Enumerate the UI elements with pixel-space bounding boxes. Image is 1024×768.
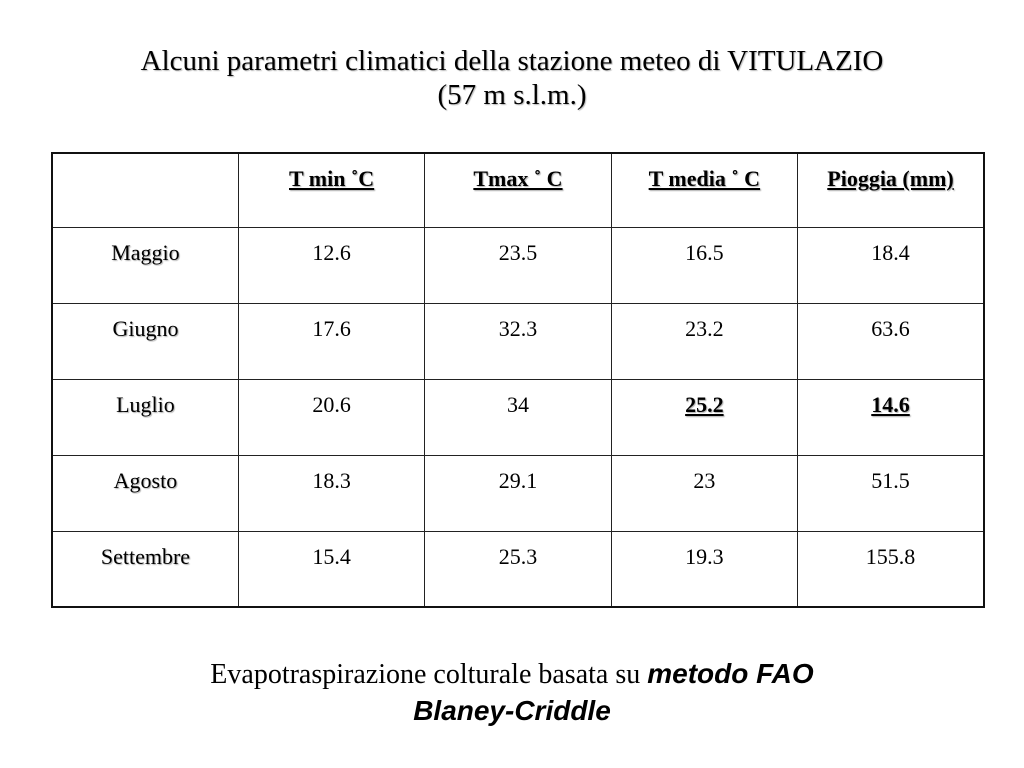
header-tmedia: T media ˚ C [611, 153, 797, 227]
table-row [52, 303, 984, 379]
row-label-agosto: Agosto [52, 455, 238, 531]
table-row [52, 531, 984, 607]
header-tmax: Tmax ˚ C [425, 153, 611, 227]
cell-tmin: 18.3 [238, 455, 424, 531]
cell-pioggia-highlight: 14.6 [798, 379, 984, 455]
row-label-luglio: Luglio [52, 379, 238, 455]
cell-tmax: 23.5 [425, 227, 611, 303]
cell-tmedia-highlight: 25.2 [611, 379, 797, 455]
header-empty-cell [52, 153, 238, 227]
cell-tmin: 17.6 [238, 303, 424, 379]
row-label-settembre: Settembre [52, 531, 238, 607]
table-row [52, 455, 984, 531]
cell-tmax: 32.3 [425, 303, 611, 379]
footer-line-1 [40, 656, 984, 693]
title-line-2: (57 m s.l.m.) [437, 79, 587, 111]
cell-tmin: 12.6 [238, 227, 424, 303]
footer-text: Evapotraspirazione colturale basata su [210, 659, 641, 690]
cell-tmedia: 23.2 [611, 303, 797, 379]
row-label-giugno: Giugno [52, 303, 238, 379]
cell-pioggia: 51.5 [798, 455, 984, 531]
slide-title [40, 44, 984, 112]
footer-line-2 [40, 693, 984, 730]
header-pioggia: Pioggia (mm) [798, 153, 984, 227]
cell-tmedia: 19.3 [611, 531, 797, 607]
cell-pioggia: 155.8 [798, 531, 984, 607]
table-header-row [52, 153, 984, 227]
footer-method-line-1: metodo FAO [647, 658, 814, 689]
title-line-1: Alcuni parametri climatici della stazione meteo di VITULAZIO [140, 45, 884, 77]
cell-tmax: 25.3 [425, 531, 611, 607]
table-row [52, 227, 984, 303]
cell-tmin: 20.6 [238, 379, 424, 455]
footer-caption [40, 656, 984, 730]
cell-tmedia: 16.5 [611, 227, 797, 303]
row-label-maggio: Maggio [52, 227, 238, 303]
climate-table [51, 152, 985, 608]
cell-tmedia: 23 [611, 455, 797, 531]
header-tmin: T min ˚C [238, 153, 424, 227]
cell-pioggia: 63.6 [798, 303, 984, 379]
table-row [52, 379, 984, 455]
cell-pioggia: 18.4 [798, 227, 984, 303]
cell-tmax: 34 [425, 379, 611, 455]
cell-tmax: 29.1 [425, 455, 611, 531]
cell-tmin: 15.4 [238, 531, 424, 607]
footer-method-line-2: Blaney-Criddle [413, 695, 611, 726]
